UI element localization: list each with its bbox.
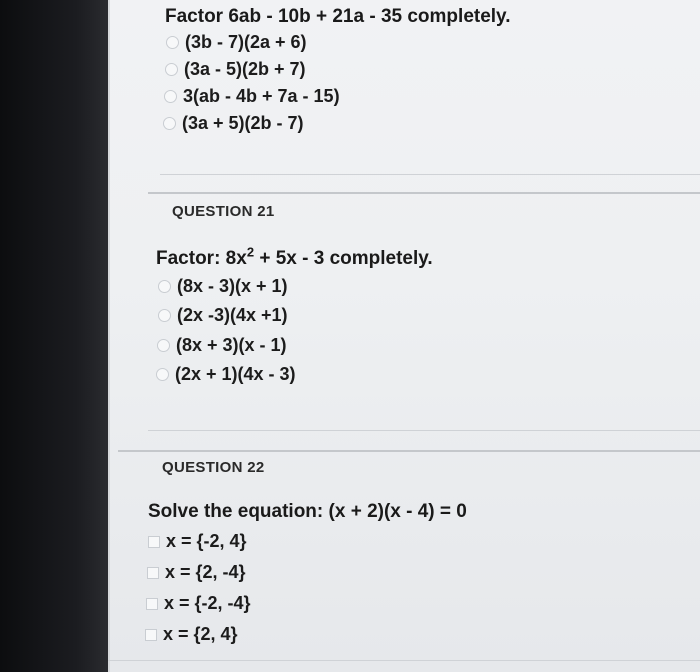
question-21-prompt xyxy=(156,244,433,270)
divider xyxy=(148,430,700,431)
radio-button[interactable] xyxy=(158,309,171,322)
divider xyxy=(108,660,700,661)
question-21-option-3[interactable] xyxy=(157,335,287,356)
monitor-bezel xyxy=(0,0,108,672)
question-21-option-1[interactable] xyxy=(158,276,288,297)
radio-button[interactable] xyxy=(158,280,171,293)
question-20-option-1[interactable] xyxy=(166,32,307,53)
prompt-exponent: 2 xyxy=(246,244,255,260)
question-20-option-3[interactable] xyxy=(164,86,340,107)
option-label: x = {2, 4} xyxy=(163,624,238,644)
option-label: (8x - 3)(x + 1) xyxy=(177,276,288,296)
question-22-option-4[interactable] xyxy=(145,624,238,645)
question-20-option-4[interactable] xyxy=(163,113,304,134)
option-label: (2x -3)(4x +1) xyxy=(177,305,288,325)
option-label: 3(ab - 4b + 7a - 15) xyxy=(183,86,340,106)
radio-button[interactable] xyxy=(156,368,169,381)
option-label: x = {-2, -4} xyxy=(164,593,251,613)
question-21-option-4[interactable] xyxy=(156,364,296,385)
radio-button[interactable] xyxy=(163,117,176,130)
content-left-border xyxy=(108,0,110,672)
option-label: (3a - 5)(2b + 7) xyxy=(184,59,306,79)
radio-button[interactable] xyxy=(157,339,170,352)
radio-button[interactable] xyxy=(164,90,177,103)
option-label: (8x + 3)(x - 1) xyxy=(176,335,287,355)
option-label: (3b - 7)(2a + 6) xyxy=(185,32,307,52)
question-20-prompt: Factor 6ab - 10b + 21a - 35 completely. xyxy=(165,6,511,27)
option-label: x = {-2, 4} xyxy=(166,531,247,551)
section-divider xyxy=(148,192,700,194)
radio-button[interactable] xyxy=(166,36,179,49)
checkbox[interactable] xyxy=(148,536,160,548)
question-21-number: QUESTION 21 xyxy=(172,203,275,220)
section-divider xyxy=(118,450,700,452)
quiz-page xyxy=(108,0,700,672)
option-label: x = {2, -4} xyxy=(165,562,246,582)
option-label: (2x + 1)(4x - 3) xyxy=(175,364,296,384)
question-22-option-3[interactable] xyxy=(146,593,251,614)
question-22-option-2[interactable] xyxy=(147,562,246,583)
question-22-number: QUESTION 22 xyxy=(162,459,265,476)
question-22-option-1[interactable] xyxy=(148,531,247,552)
prompt-suffix: + 5x - 3 completely. xyxy=(254,248,433,269)
checkbox[interactable] xyxy=(146,598,158,610)
question-21-option-2[interactable] xyxy=(158,305,288,326)
divider xyxy=(160,174,700,175)
checkbox[interactable] xyxy=(147,567,159,579)
option-label: (3a + 5)(2b - 7) xyxy=(182,113,304,133)
checkbox[interactable] xyxy=(145,629,157,641)
question-22-prompt: Solve the equation: (x + 2)(x - 4) = 0 xyxy=(148,501,467,522)
question-20-option-2[interactable] xyxy=(165,59,306,80)
prompt-prefix: Factor: 8x xyxy=(156,248,247,269)
radio-button[interactable] xyxy=(165,63,178,76)
